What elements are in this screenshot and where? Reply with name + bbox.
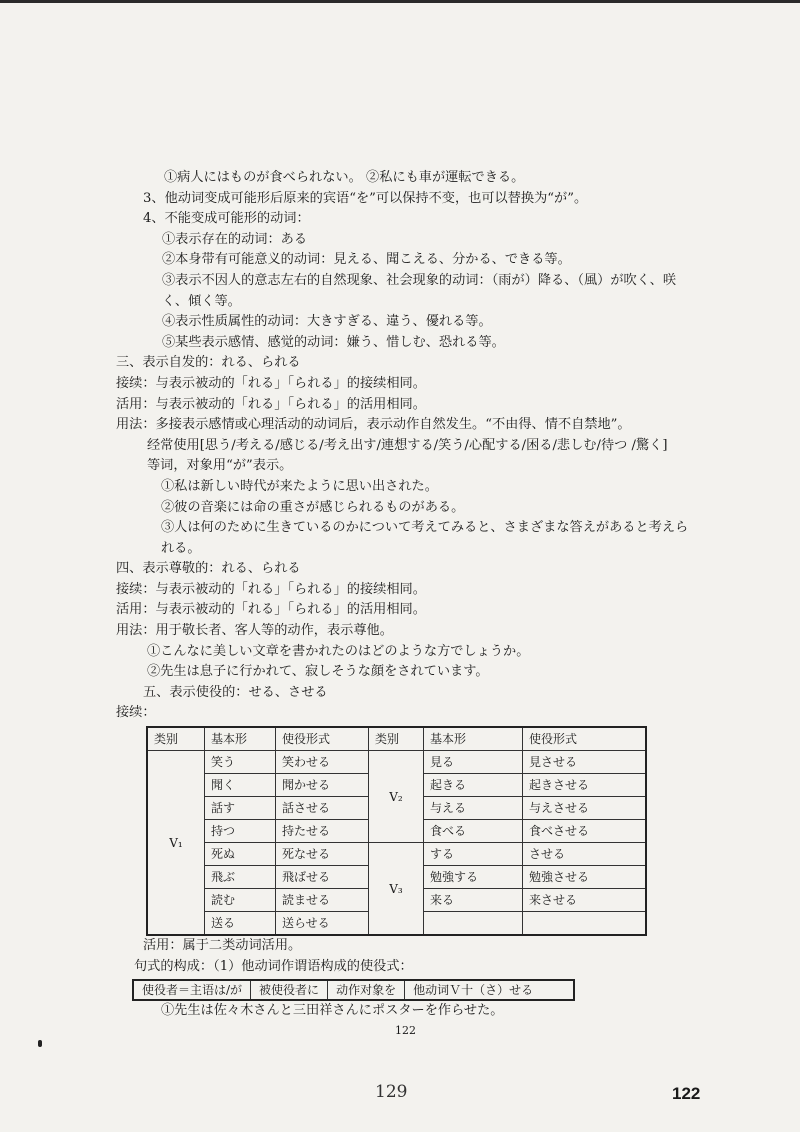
table-header: 基本形 — [205, 727, 276, 751]
section-heading: 三、表示自发的：れる、られる — [116, 355, 301, 371]
table-cell: 話す — [205, 797, 276, 820]
verb-group-label: V₂ — [369, 751, 424, 843]
table-header: 基本形 — [424, 727, 523, 751]
list-item: ①表示存在的动词：ある — [162, 231, 308, 247]
table-cell: 死ぬ — [205, 843, 276, 866]
table-cell: 読ませる — [276, 889, 369, 912]
table-cell: 来させる — [523, 889, 647, 912]
table-cell: 聞く — [205, 774, 276, 797]
table-header-row — [147, 727, 646, 751]
causative-conjugation-table — [146, 726, 647, 936]
verb-group-label: V₃ — [369, 843, 424, 936]
table-cell: 持つ — [205, 820, 276, 843]
list-item: ②本身带有可能意义的动词：見える、聞こえる、分かる、できる等。 — [162, 252, 571, 268]
page-number-small: 122 — [395, 1024, 416, 1037]
table-cell: 与えさせる — [523, 797, 647, 820]
table-cell: 起きさせる — [523, 774, 647, 797]
table-cell — [424, 912, 523, 936]
table-cell — [523, 912, 647, 936]
table-cell: 話させる — [276, 797, 369, 820]
list-item: ④表示性质属性的动词：大きすぎる、違う、優れる等。 — [162, 314, 492, 330]
scan-top-border — [0, 0, 800, 14]
document-body — [116, 168, 716, 1022]
table-cell: 被使役者に — [251, 980, 328, 1000]
table-header: 类别 — [147, 727, 205, 751]
table-cell: 来る — [424, 889, 523, 912]
rule-line: 活用：与表示被动的「れる」「られる」的活用相同。 — [116, 602, 426, 618]
table-cell: 見る — [424, 751, 523, 774]
sentence-pattern-table — [132, 979, 575, 1001]
table-cell: 見させる — [523, 751, 647, 774]
table-cell: 送る — [205, 912, 276, 936]
page-number-corner: 122 — [672, 1084, 701, 1103]
table-cell: する — [424, 843, 523, 866]
table-cell: 勉強させる — [523, 866, 647, 889]
page-number-middle: 129 — [375, 1082, 408, 1102]
table-cell: 死なせる — [276, 843, 369, 866]
example-line: ②彼の音楽には命の重さが感じられるものがある。 — [161, 499, 465, 515]
example-line: ③人は何のために生きているのかについて考えてみると、さまざまな答えがあると考えられる。 — [161, 520, 689, 556]
rule-line: 活用：属于二类动词活用。 — [143, 938, 302, 954]
rule-line: 3、他动词变成可能形后原来的宾语“を”可以保持不变，也可以替换为“が”。 — [143, 190, 588, 206]
scan-speck — [38, 1040, 42, 1047]
table-row — [147, 751, 646, 774]
table-cell: 食べさせる — [523, 820, 647, 843]
table-cell: 使役者＝主语は/が — [133, 980, 251, 1000]
table-cell: 送らせる — [276, 912, 369, 936]
table-cell: 笑わせる — [276, 751, 369, 774]
table-cell: させる — [523, 843, 647, 866]
example-line: ①先生は佐々木さんと三田祥さんにポスターを作らせた。 — [161, 1003, 504, 1019]
rule-line: 活用：与表示被动的「れる」「られる」的活用相同。 — [116, 396, 426, 412]
verb-group-label: V₁ — [147, 751, 205, 936]
list-item: ③表示不因人的意志左右的自然现象、社会现象的动词：（雨が）降る、（風）が吹く、咲く、傾く等。 — [162, 272, 677, 309]
table-cell: 与える — [424, 797, 523, 820]
example-line: ①こんなに美しい文章を書かれたのはどのような方でしょうか。 — [147, 643, 530, 659]
rule-line: 经常使用[思う/考える/感じる/考え出す/連想する/笑う/心配する/困る/悲しむ/待つ /驚く]等词，对象用“が”表示。 — [147, 437, 668, 474]
table-header: 使役形式 — [523, 727, 647, 751]
table-row — [147, 843, 646, 866]
rule-line: 句式的构成：（1）他动词作谓语构成的使役式： — [134, 958, 413, 974]
table-cell: 起きる — [424, 774, 523, 797]
table-row — [133, 980, 574, 1000]
table-header: 使役形式 — [276, 727, 369, 751]
rule-line: 接续：与表示被动的「れる」「られる」的接续相同。 — [116, 375, 426, 391]
list-item: ⑤某些表示感情、感觉的动词：嫌う、惜しむ、恐れる等。 — [162, 334, 505, 350]
table-header: 类别 — [369, 727, 424, 751]
table-cell: 持たせる — [276, 820, 369, 843]
rule-line: 用法：用于敬长者、客人等的动作，表示尊他。 — [116, 623, 393, 639]
table-cell: 飛ぶ — [205, 866, 276, 889]
table-cell: 他动词Ｖ十（さ）せる — [405, 980, 575, 1000]
rule-line: 用法：多接表示感情或心理活动的动词后，表示动作自然发生。“不由得、情不自禁地”。 — [116, 417, 631, 433]
rule-line: 4、不能变成可能形的动词： — [143, 211, 310, 227]
example-line: ②先生は息子に行かれて、寂しそうな顔をされています。 — [147, 664, 489, 680]
example-line: ①病人にはものが食べられない。 ②私にも車が運転できる。 — [164, 170, 525, 185]
table-cell: 食べる — [424, 820, 523, 843]
table-cell: 読む — [205, 889, 276, 912]
rule-line: 接续：与表示被动的「れる」「られる」的接续相同。 — [116, 581, 426, 597]
example-line: ①私は新しい時代が来たように思い出された。 — [161, 478, 438, 494]
table-cell: 勉強する — [424, 866, 523, 889]
table-cell: 飛ばせる — [276, 866, 369, 889]
table-cell: 笑う — [205, 751, 276, 774]
table-cell: 动作对象を — [328, 980, 405, 1000]
section-heading: 四、表示尊敬的：れる、られる — [116, 561, 301, 577]
section-heading: 五、表示使役的：せる、させる — [143, 684, 328, 700]
table-cell: 聞かせる — [276, 774, 369, 797]
rule-line: 接续： — [116, 705, 156, 721]
